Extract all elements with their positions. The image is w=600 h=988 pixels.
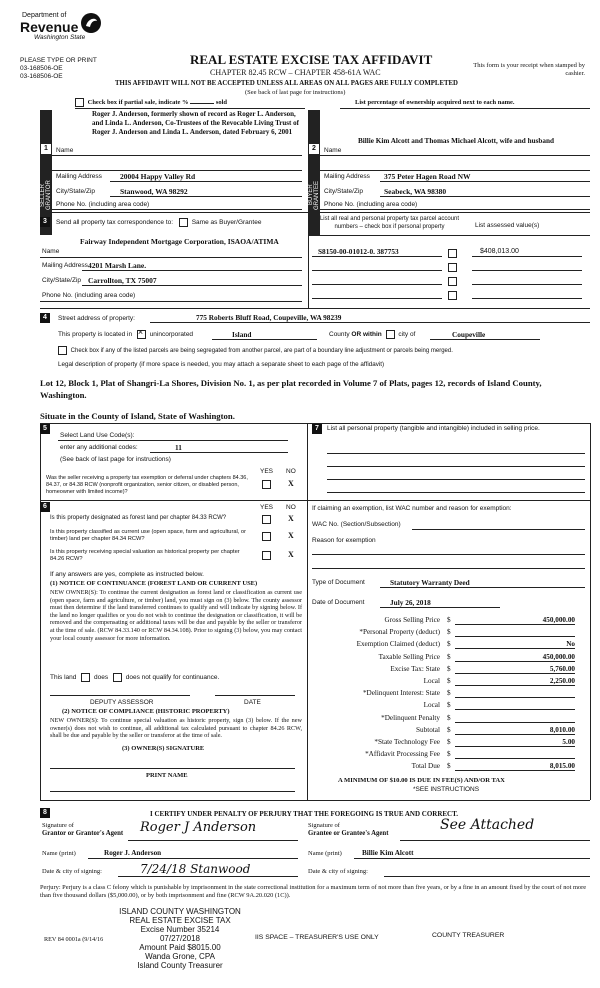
exemption-question: Was the seller receiving a property tax exemption or deferral under chapters 84.36, 84.37, or 84.38 RCW (nonprofit organization, senior citizen, or disabled person, homeowner with limited income)?: [46, 475, 248, 495]
continuance-title: (1) NOTICE OF CONTINUANCE (FOREST LAND OR CURRENT USE): [50, 580, 258, 587]
s5-no-answer: X: [288, 479, 294, 488]
forest-yes-checkbox[interactable]: [262, 515, 271, 524]
money-row-dollar: $: [447, 725, 451, 734]
money-row-value: [455, 750, 575, 759]
ownership-note: List percentage of ownership acquired next to each name.: [355, 99, 515, 106]
money-row-value: [455, 701, 575, 710]
county-or-within: [329, 330, 415, 339]
land-use-label: Select Land Use Code(s):: [60, 432, 135, 439]
money-row-value: 2,250.00: [455, 677, 575, 686]
money-row: [330, 665, 590, 676]
money-row: [330, 653, 590, 664]
current-use-no-answer: X: [288, 531, 294, 540]
tax-corr-name-label: Name: [42, 248, 60, 255]
assessed-header: List assessed value(s): [475, 222, 540, 229]
s5-yes-header: YES: [260, 468, 274, 475]
tax-corr-phone-label: Phone No. (including area code): [42, 292, 136, 299]
minimum-fee-note: A MINIMUM OF $10.00 IS DUE IN FEE(S) AND/OR TAX: [338, 777, 505, 784]
segregated-checkbox[interactable]: [58, 346, 67, 355]
money-row: [330, 726, 590, 737]
money-row-label: *Affidavit Processing Fee: [365, 750, 440, 759]
county-label: County: [329, 331, 350, 339]
current-use-question: Is this property classified as current use (open space, farm and agricultural, or timber) land per chapter 84.34 RCW?: [50, 529, 246, 542]
form-number-1: 03-168506-OE: [20, 65, 63, 72]
doc-type-label: Type of Document: [312, 579, 365, 586]
grantor-sig-of: Signature of: [42, 822, 74, 829]
assessed-value: $408,013.00: [480, 248, 519, 255]
s5-no-header: NO: [286, 468, 296, 475]
unincorporated-label: unincorporated: [149, 331, 194, 339]
parcel-personal-checkbox-1[interactable]: [448, 249, 457, 258]
partial-sale-label: Check box if partial sale, indicate %: [87, 98, 189, 106]
parcel-personal-checkbox-2[interactable]: [448, 263, 457, 272]
county-treasurer-label: COUNTY TREASURER: [432, 932, 505, 939]
money-row-dollar: $: [447, 701, 451, 710]
deputy-assessor-label: DEPUTY ASSESSOR: [90, 699, 154, 706]
money-row-dollar: $: [447, 750, 451, 759]
send-label: Send all property tax correspondence to:: [56, 219, 174, 227]
money-row-label: *Delinquent Interest: State: [362, 689, 440, 698]
street-label: Street address of property:: [58, 315, 135, 322]
wac-number-label: WAC No. (Section/Subsection): [312, 521, 401, 528]
money-row-dollar: $: [447, 652, 451, 661]
grantor-date-value[interactable]: 7/24/18 Stanwood: [140, 862, 251, 876]
money-row: [330, 628, 590, 639]
stamp-line-3: Excise Number 35214: [140, 925, 220, 934]
parcel-personal-checkbox-3[interactable]: [448, 277, 457, 286]
city-value: Coupeville: [452, 330, 486, 339]
money-row: [330, 738, 590, 749]
located-row: [58, 330, 588, 339]
does-label: does: [94, 674, 109, 682]
section-8-number: 8: [40, 808, 50, 818]
perjury-text: Perjury: Perjury is a class C felony which is punishable by imprisonment in the state correctional institution for a maximum term of not more than five years, or by a fine in an amount fixed by the court of not more than five thousand dollars ($5,000.00), or by both imprisonment and fine (RCW 9A.20.020 (1C)).: [40, 884, 587, 899]
historic-question: Is this property receiving special valuation as historical property per chapter 84.26 RCW?: [50, 549, 240, 562]
stamp-line-6: Wanda Grone, CPA: [145, 952, 215, 961]
stamp-line-1: ISLAND COUNTY WASHINGTON: [119, 907, 241, 916]
s5-yes-checkbox[interactable]: [262, 480, 271, 489]
doc-date-label: Date of Document: [312, 599, 365, 606]
warning-text: THIS AFFIDAVIT WILL NOT BE ACCEPTED UNLESS ALL AREAS ON ALL PAGES ARE FULLY COMPLETED: [115, 80, 458, 87]
deputy-date-label: DATE: [244, 699, 261, 706]
receipt-note: This form is your receipt when stamped by cashier.: [473, 62, 585, 77]
money-row-dollar: $: [447, 689, 451, 698]
money-row-value: [455, 628, 575, 637]
type-or-print: PLEASE TYPE OR PRINT: [20, 57, 97, 64]
legal-label: Legal description of property (if more space is needed, you may attach a separate sheet to each page of the affidavit): [58, 361, 385, 368]
unincorporated-checkbox[interactable]: [137, 330, 146, 339]
seller-city-value: Stanwood, WA 98292: [120, 187, 188, 196]
grantee-sig-of: Signature of: [308, 822, 340, 829]
does-not-qualify-checkbox[interactable]: [113, 673, 122, 682]
money-row-label: Local: [423, 701, 440, 710]
dor-line3: Washington State: [34, 34, 86, 41]
forest-question: Is this property designated as forest land per chapter 84.33 RCW?: [50, 515, 227, 521]
buyer-name-label: Name: [324, 147, 342, 154]
money-row-dollar: $: [447, 664, 451, 673]
money-row-dollar: $: [447, 762, 451, 771]
wac-claim-label: If claiming an exemption, list WAC number and reason for exemption:: [312, 505, 512, 512]
section-3-number: 3: [40, 217, 50, 227]
owner-signature-label: (3) OWNER(S) SIGNATURE: [122, 745, 205, 752]
money-row-label: Gross Selling Price: [384, 616, 440, 624]
section-6-number: 6: [40, 502, 50, 512]
dor-logo: [20, 12, 110, 46]
money-row: [330, 677, 590, 688]
money-row-value: No: [455, 640, 575, 649]
grantor-date-label: Date & city of signing:: [42, 868, 102, 875]
see-back-label: (See back of last page for instructions): [60, 456, 171, 463]
money-row: [330, 616, 590, 627]
money-row-label: Local: [423, 677, 440, 685]
money-row-label: Total Due: [411, 762, 440, 771]
forest-no-answer: X: [288, 514, 294, 523]
grantee-date-label: Date & city of signing:: [308, 868, 368, 875]
stamp-line-5: Amount Paid $8015.00: [139, 943, 221, 952]
street-value: 775 Roberts Bluff Road, Coupeville, WA 98239: [196, 313, 342, 322]
see-instructions-note: *SEE INSTRUCTIONS: [413, 786, 480, 793]
or-within-label: OR within: [351, 331, 382, 339]
segregated-row: [58, 346, 453, 355]
situate-text: Situate in the County of Island, State of Washington.: [40, 411, 235, 421]
money-row-dollar: $: [447, 616, 451, 624]
segregated-label: Check box if any of the listed parcels are being segregated from another parcel, are part of a boundary line adjustment or parcels being merged.: [70, 348, 453, 355]
county-value: Island: [232, 330, 252, 339]
buyer-city-value: Seabeck, WA 98380: [384, 187, 447, 196]
buyer-mailing-label: Mailing Address: [324, 173, 370, 180]
send-correspondence: [56, 218, 261, 227]
instructions-note: (See back of last page for instructions): [245, 89, 346, 96]
rev-number: REV 84 0001a (9/14/16: [44, 936, 104, 943]
buyer-name-value: Billie Kim Alcott and Thomas Michael Alcott, wife and husband: [358, 137, 554, 145]
grantee-name-value: Billie Kim Alcott: [362, 849, 414, 857]
money-row-value: 8,015.00: [455, 762, 575, 771]
legal-description: Lot 12, Block 1, Plat of Shangri-La Shores, Division No. 1, as per plat recorded in Volume 7 of Plats, pages 12, records of Island County, Washington.: [40, 378, 542, 400]
money-row: [330, 640, 590, 651]
money-row-value: 5.00: [455, 738, 575, 747]
buyer-phone-label: Phone No. (including area code): [324, 201, 418, 208]
section-5-number: 5: [40, 424, 50, 434]
dor-swirl-icon: [80, 12, 102, 34]
grantee-name-print-label: Name (print): [308, 850, 342, 857]
city-of-checkbox[interactable]: [386, 330, 395, 339]
this-land-row: [50, 673, 219, 682]
money-row-value: 450,000.00: [455, 653, 575, 662]
form-number-2: 03-168506-OE: [20, 73, 63, 80]
grantor-name-print-label: Name (print): [42, 850, 76, 857]
section-2-number: 2: [309, 144, 319, 154]
does-qualify-checkbox[interactable]: [81, 673, 90, 682]
treasurer-use-label: IIS SPACE – TREASURER'S USE ONLY: [255, 934, 379, 941]
historic-text: NEW OWNER(S): To continue special valuation as historic property, sign (3) below. If the new owner(s) does not wish to continue, all additional tax calculated pursuant to chapter 84.26 RCW, shall be due and payable by the seller or transferor at the time of sale.: [50, 717, 302, 740]
historic-no-answer: X: [288, 550, 294, 559]
buyer-mailing-value: 375 Peter Hagen Road NW: [384, 172, 471, 181]
treasurer-stamp: [115, 907, 245, 970]
form-chapter: CHAPTER 82.45 RCW – CHAPTER 458-61A WAC: [210, 68, 381, 77]
grantor-signature[interactable]: Roger J Anderson: [140, 820, 257, 835]
grantor-name-value: Roger J. Anderson: [104, 849, 162, 857]
money-row: [330, 762, 590, 773]
historic-yes-checkbox[interactable]: [262, 551, 271, 560]
money-row-label: *Personal Property (deduct): [359, 628, 440, 637]
money-row-label: *Delinquent Penalty: [381, 713, 440, 722]
partial-sale-checkbox[interactable]: [75, 98, 84, 107]
additional-codes-label: enter any additional codes:: [60, 444, 138, 451]
section-7-number: 7: [312, 424, 322, 434]
money-row-value: [455, 689, 575, 698]
money-row-dollar: $: [447, 640, 451, 649]
seller-mailing-label: Mailing Address: [56, 173, 102, 180]
seller-side-label: SELLER GRANTOR: [40, 170, 52, 220]
certify-statement: I CERTIFY UNDER PENALTY OF PERJURY THAT THE FOREGOING IS TRUE AND CORRECT.: [150, 810, 459, 818]
stamp-line-4: 07/27/2018: [159, 934, 201, 943]
money-row-value: 8,010.00: [455, 726, 575, 735]
city-of-label: city of: [398, 331, 416, 339]
money-row-value: [455, 714, 575, 723]
money-row: [330, 701, 590, 712]
buyer-city-label: City/State/Zip: [324, 188, 364, 195]
dor-line1: Department of: [22, 12, 67, 19]
doc-type-value: Statutory Warranty Deed: [390, 578, 470, 587]
sold-label: sold: [215, 98, 228, 106]
personal-property-label: List all personal property (tangible and intangible) included in selling price.: [327, 425, 540, 432]
parcel-personal-checkbox-4[interactable]: [448, 291, 457, 300]
parcel-header: List all real and personal property tax parcel account numbers – check box if personal property: [319, 216, 460, 230]
buyer-side-label: BUYER GRANTEE: [308, 170, 320, 220]
grantor-agent-label: Grantor or Grantor's Agent: [42, 830, 124, 837]
this-land-label: This land: [50, 674, 77, 682]
money-row-label: *State Technology Fee: [374, 738, 440, 746]
money-row-dollar: $: [447, 713, 451, 722]
exemption-reason-label: Reason for exemption: [312, 537, 376, 544]
money-row-label: Exemption Claimed (deduct): [356, 640, 440, 649]
money-row-value: 450,000.00: [455, 616, 575, 625]
partial-sale-row: [75, 98, 227, 107]
tax-corr-city-label: City/State/Zip: [42, 277, 82, 284]
dor-line2: Revenue: [20, 19, 79, 35]
land-use-code: 11: [175, 443, 182, 452]
s6-yes-header: YES: [260, 504, 274, 511]
money-row-label: Excise Tax: State: [390, 664, 440, 673]
same-as-buyer-label: Same as Buyer/Grantee: [191, 219, 262, 227]
stamp-line-2: REAL ESTATE EXCISE TAX: [129, 916, 231, 925]
doc-date-value: July 26, 2018: [390, 598, 431, 607]
located-label: This property is located in: [58, 331, 133, 339]
seller-name-value: Roger J. Anderson, formerly shown of record as Roger L. Anderson, and Linda L. Anderson, Co-Trustees of the Revocable Living Trust of Roger J. Anderson and Linda L. Anderson, dated February 6, 2001: [92, 110, 299, 136]
money-row-label: Subtotal: [416, 725, 440, 734]
tax-corr-name-value: Fairway Independent Mortgage Corporation, ISAOA/ATIMA: [80, 237, 279, 246]
money-row-dollar: $: [447, 738, 451, 746]
current-use-yes-checkbox[interactable]: [262, 532, 271, 541]
form-title: REAL ESTATE EXCISE TAX AFFIDAVIT: [190, 52, 433, 67]
money-row-label: Taxable Selling Price: [378, 652, 440, 661]
same-as-buyer-checkbox[interactable]: [179, 218, 188, 227]
seller-mailing-value: 20004 Happy Valley Rd: [120, 172, 196, 181]
section-1-number: 1: [41, 144, 51, 154]
historic-title: (2) NOTICE OF COMPLIANCE (HISTORIC PROPERTY): [62, 708, 230, 715]
seller-phone-label: Phone No. (including area code): [56, 201, 150, 208]
parcel-value: S8150-00-01012-0. 387753: [318, 247, 399, 256]
money-row-value: 5,760.00: [455, 665, 575, 674]
grantee-signature[interactable]: See Attached: [440, 817, 535, 833]
tax-corr-city-value: Carrollton, TX 75007: [88, 276, 157, 285]
s6-no-header: NO: [286, 504, 296, 511]
seller-name-label: Name: [56, 147, 74, 154]
grantee-agent-label: Grantee or Grantee's Agent: [308, 830, 389, 837]
does-not-label: does not qualify for continuance.: [125, 674, 220, 682]
continuance-text: NEW OWNER(S): To continue the current designation as forest land or classification as current use (open space, farm and agriculture, or timber) land, you must sign on (3) below. The county assessor must then determine if the land transferred continues to qualify and will indicate by signing below. If the land no longer qualifies or you do not wish to continue the designation or classification, it will be removed and the compensating or additional taxes will be due and payable by the seller or transferor at the time of sale. (RCW 84.33.140 or RCW 84.34.108). Prior to signing (3) below, you may contact your local county assessor for more information.: [50, 589, 302, 642]
money-row: [330, 689, 590, 700]
print-name-label: PRINT NAME: [146, 772, 188, 779]
money-row: [330, 750, 590, 761]
if-yes-note: If any answers are yes, complete as instructed below.: [50, 571, 204, 578]
tax-corr-mailing-value: 4201 Marsh Lane.: [88, 261, 147, 270]
seller-city-label: City/State/Zip: [56, 188, 96, 195]
money-row: [330, 714, 590, 725]
tax-corr-mailing-label: Mailing Address: [42, 262, 88, 269]
perjury-note: [40, 884, 590, 900]
money-row-dollar: $: [447, 628, 451, 637]
stamp-line-7: Island County Treasurer: [137, 961, 223, 970]
section-4-number: 4: [40, 313, 50, 323]
money-row-dollar: $: [447, 677, 451, 685]
